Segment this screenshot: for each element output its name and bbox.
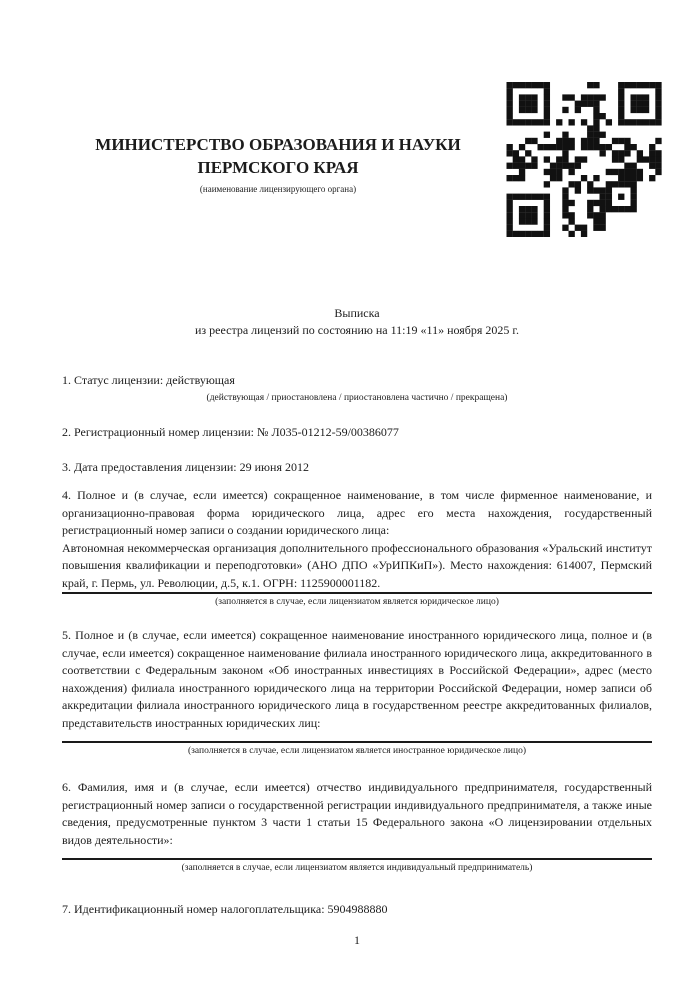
- item-7-taxpayer-id: 7. Идентификационный номер налогоплательщика: 5904988880: [62, 902, 388, 916]
- item-3-grant-date: 3. Дата предоставления лицензии: 29 июня 2012: [62, 460, 309, 474]
- licensing-authority-name: [62, 133, 494, 179]
- qr-code-icon: [505, 82, 663, 237]
- page-number: 1: [354, 932, 360, 947]
- item-6-entrepreneur-label: 6. Фамилия, имя и (в случае, если имеется) отчество индивидуального предпринимателя, государственный регистрационный номер записи о государственной регистрации индивидуального предпринимателя, а также иные сведения, предусмотренные пунктом 3 части 1 статьи 15 Федерального закона «О лицензировании отдельных видов деятельности»:: [62, 780, 652, 847]
- ministry-name-line2: ПЕРМСКОГО КРАЯ: [197, 158, 359, 177]
- item-1-license-status: 1. Статус лицензии: действующая: [62, 373, 235, 387]
- item-5-fill-line: [62, 741, 652, 743]
- item-1-caption: (действующая / приостановлена / приостановлена частично / прекращена): [206, 392, 508, 403]
- item-4-legal-entity-label: 4. Полное и (в случае, если имеется) сокращенное наименование, в том числе фирменное наименование, и организационно-правовая форма юридического лица, адрес его места нахождения, государственный регистрационный номер записи о создании юридического лица:: [62, 488, 652, 537]
- item-4-fill-line: [62, 592, 652, 594]
- item-6-caption: (заполняется в случае, если лицензиатом является индивидуальный предприниматель): [181, 863, 533, 873]
- item-5-foreign-entity-label: 5. Полное и (в случае, если имеется) сокращенное наименование иностранного юридического лица, полное и (в случае, если имеется) сокращенное наименование филиала иностранного юридического лица, аккредитованного в соответствии с Федеральным законом «Об иностранных инвестициях в Российской Федерации», адрес (место нахождения) филиала иностранного юридического лица на территории Российской Федерации, номер записи об аккредитации филиала иностранного юридического лица в государственном реестре аккредитованных филиалов, представительств иностранных юридических лиц:: [62, 628, 652, 730]
- item-6-fill-line: [62, 858, 652, 860]
- title-line2: из реестра лицензий по состоянию на 11:19 «11» ноября 2025 г.: [195, 323, 519, 337]
- ministry-name-line1: МИНИСТЕРСТВО ОБРАЗОВАНИЯ И НАУКИ: [95, 135, 461, 154]
- letterhead: [62, 133, 494, 195]
- item-4-legal-entity-value: Автономная некоммерческая организация дополнительного профессионального образования «Уральский институт повышения квалификации и переподготовки» (АНО ДПО «УрИПКиП»). Место нахождения: 614007, Пермский край, г. Пермь, ул. Революции, д.5, к.1. ОГРН: 1125900001182.: [62, 540, 652, 590]
- title-line1: Выписка: [334, 306, 380, 320]
- item-2-registration-number: 2. Регистрационный номер лицензии: № Л035-01212-59/00386077: [62, 425, 399, 439]
- document-content: [0, 133, 700, 948]
- authority-caption: (наименование лицензирующего органа): [199, 184, 357, 194]
- document-title: [62, 305, 652, 339]
- item-5-caption: (заполняется в случае, если лицензиатом является иностранное юридическое лицо): [188, 746, 526, 756]
- item-4-caption: (заполняется в случае, если лицензиатом является юридическое лицо): [215, 597, 499, 607]
